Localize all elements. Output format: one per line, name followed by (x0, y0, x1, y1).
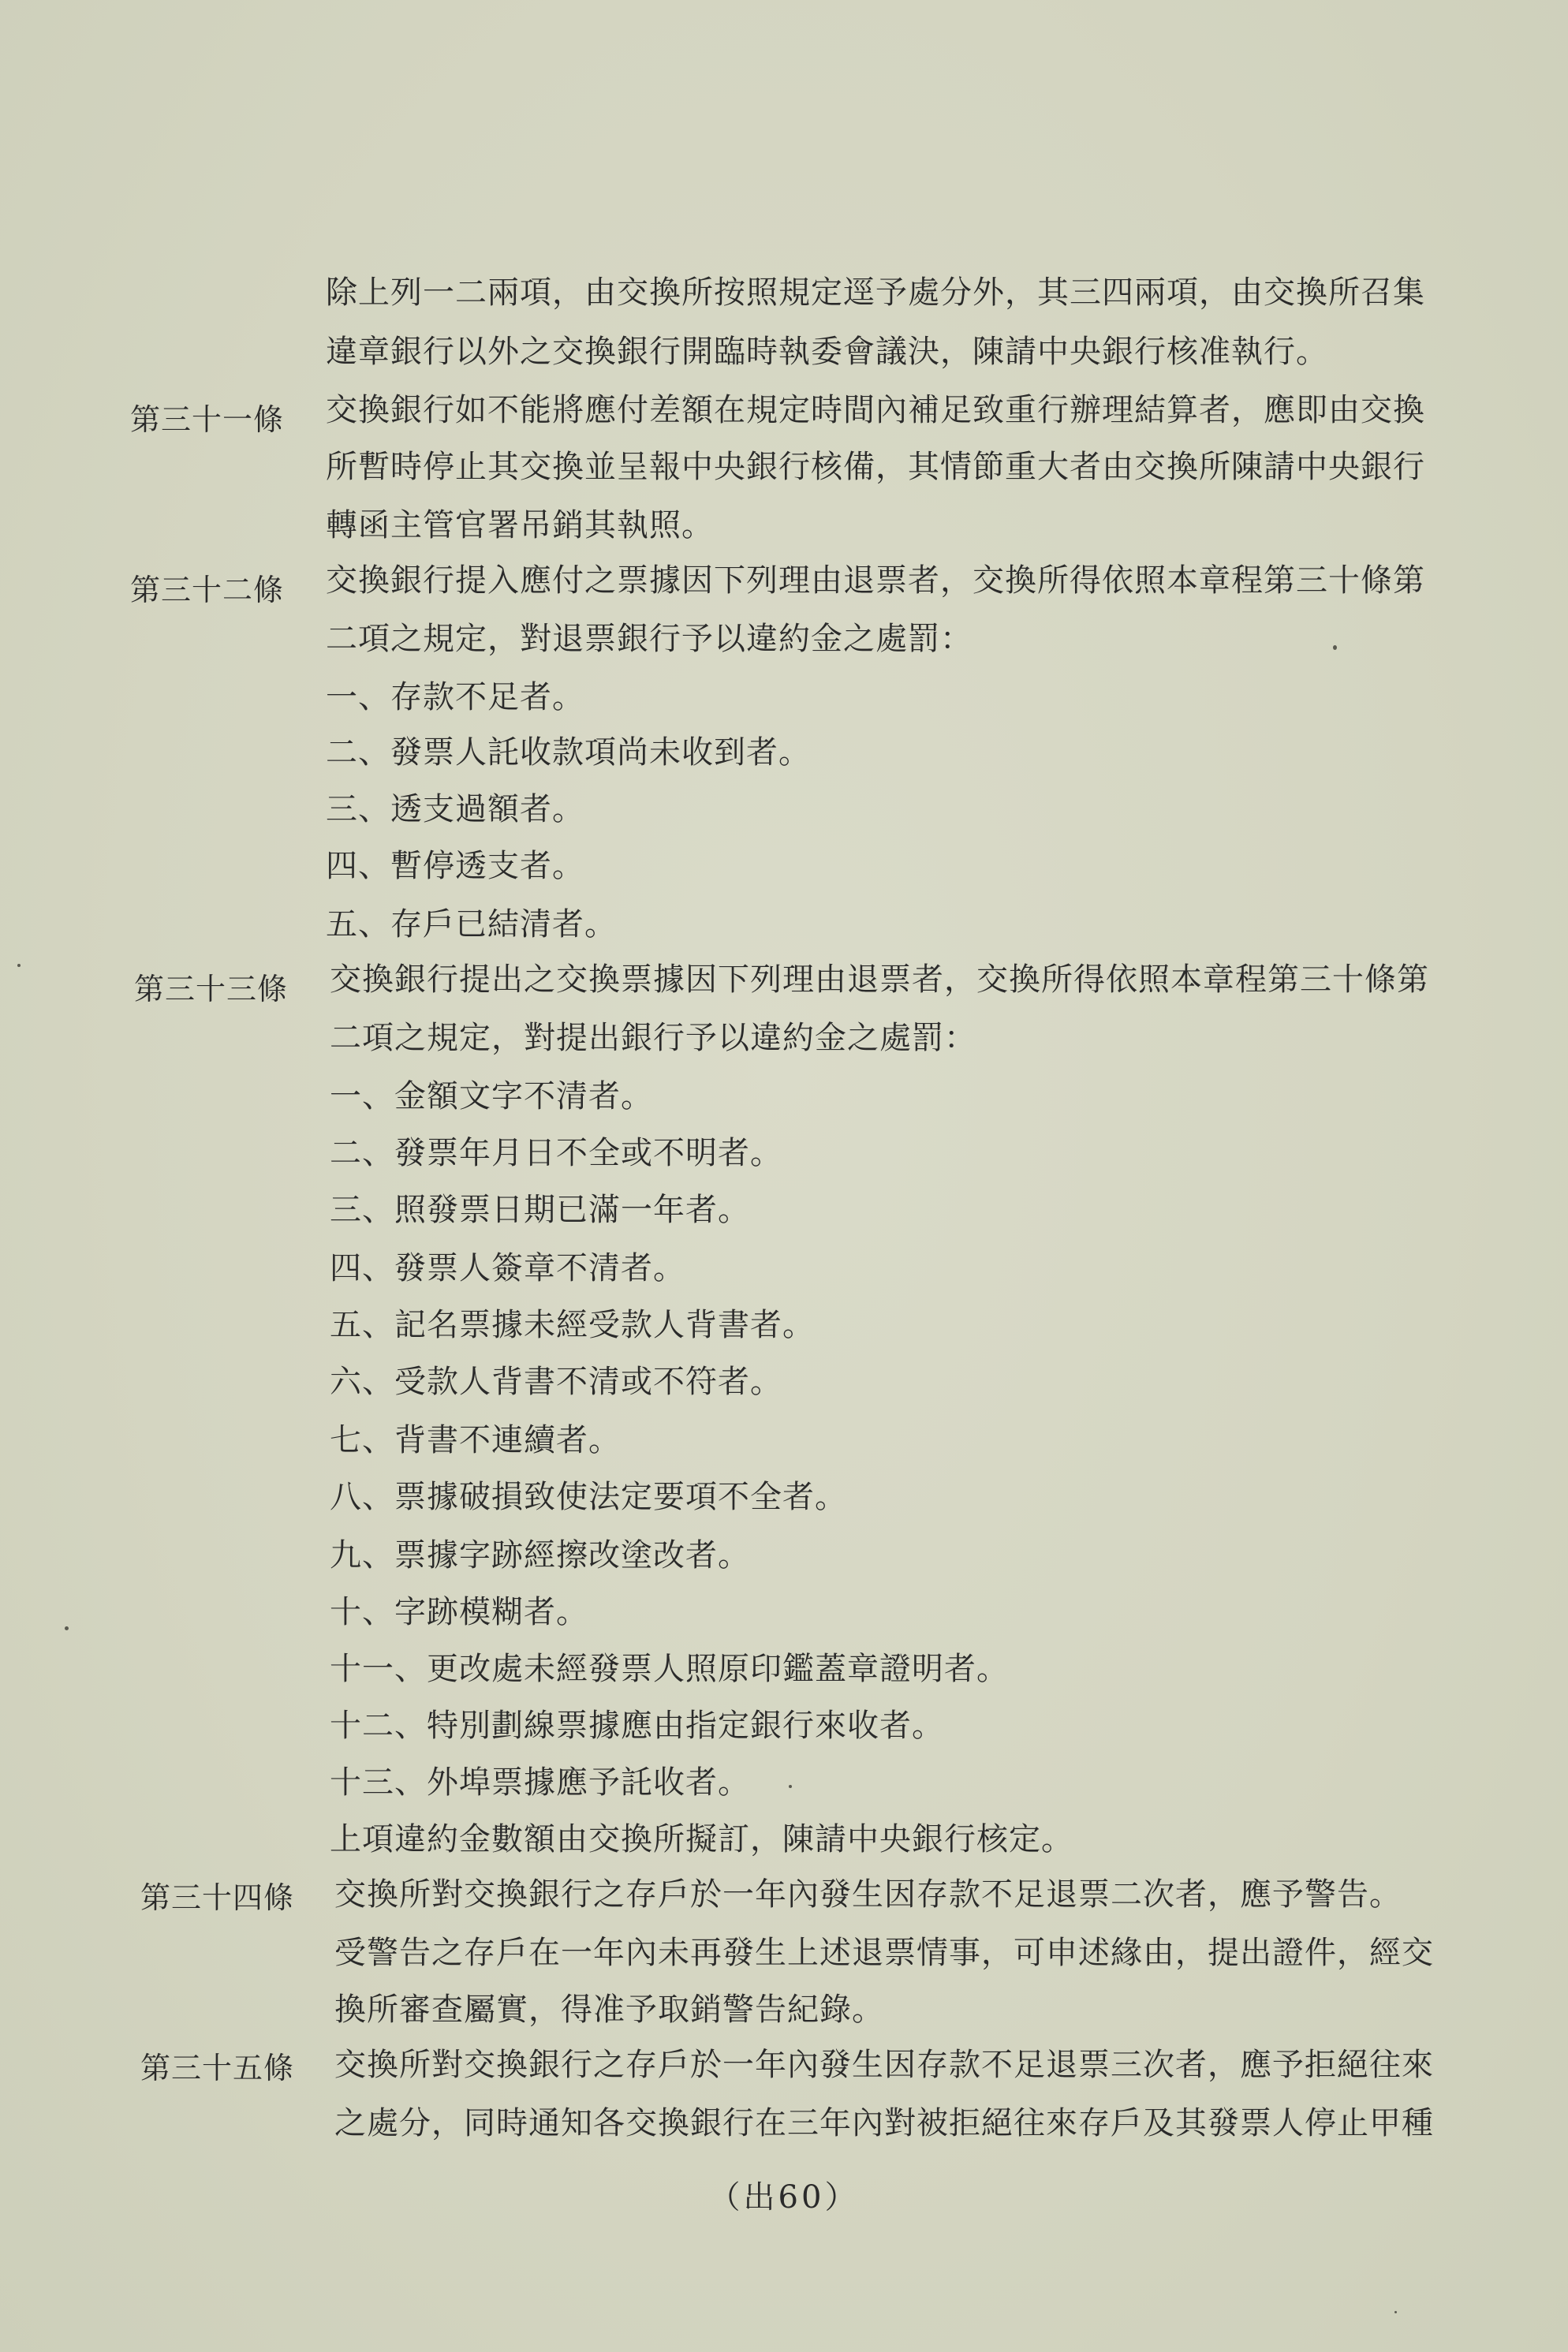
text-line: 交換銀行提出之交換票據因下列理由退票者，交換所得依照本章程第三十條第 (330, 961, 1429, 998)
list-item: 十一、更改處未經發票人照原印鑑蓋章證明者。 (330, 1651, 1009, 1687)
list-item: 五、存戶已結清者。 (326, 906, 617, 943)
list-item: 十、字跡模糊者。 (330, 1594, 588, 1630)
scan-speck (65, 1626, 69, 1630)
article-34-label: 第三十四條 (140, 1880, 295, 1915)
text-line: 換所審查屬實，得准予取銷警告紀錄。 (334, 1992, 884, 2028)
list-item: 二、發票人託收款項尚未收到者。 (326, 734, 811, 771)
text-line: 二項之規定，對退票銀行予以違約金之處罰： (326, 621, 973, 657)
article-33-label: 第三十三條 (134, 972, 289, 1006)
text-line: 交換所對交換銀行之存戶於一年內發生因存款不足退票二次者，應予警告。 (334, 1876, 1402, 1913)
list-item: 九、票據字跡經擦改塗改者。 (330, 1537, 750, 1574)
article-32-label: 第三十二條 (130, 573, 285, 607)
list-item: 一、存款不足者。 (326, 679, 584, 715)
scan-speck (1333, 645, 1337, 650)
page-number: （出60） (708, 2179, 860, 2216)
article-35-label: 第三十五條 (140, 2051, 295, 2085)
list-item: 四、發票人簽章不清者。 (330, 1250, 685, 1286)
list-item: 三、透支過額者。 (326, 791, 584, 827)
text-line: 除上列一二兩項，由交換所按照規定逕予處分外，其三四兩項，由交換所召集 (326, 274, 1425, 311)
list-item: 五、記名票據未經受款人背書者。 (330, 1307, 815, 1343)
list-item: 一、金額文字不清者。 (330, 1078, 653, 1114)
list-item: 三、照發票日期已滿一年者。 (330, 1192, 750, 1228)
text-line: 交換銀行提入應付之票據因下列理由退票者，交換所得依照本章程第三十條第 (326, 562, 1425, 599)
list-item: 四、暫停透支者。 (326, 848, 584, 884)
list-item: 十三、外埠票據應予託收者。 (330, 1764, 750, 1801)
article-31-label: 第三十一條 (130, 402, 285, 437)
scan-speck (1394, 2311, 1397, 2313)
list-item: 十二、特別劃線票據應由指定銀行來收者。 (330, 1708, 944, 1744)
scan-speck (789, 1785, 792, 1788)
text-line: 所暫時停止其交換並呈報中央銀行核備，其情節重大者由交換所陳請中央銀行 (326, 449, 1425, 485)
scan-speck (17, 964, 21, 967)
text-line: 之處分，同時通知各交換銀行在三年內對被拒絕往來存戶及其發票人停止甲種 (334, 2105, 1434, 2141)
text-line: 違章銀行以外之交換銀行開臨時執委會議決，陳請中央銀行核准執行。 (326, 334, 1328, 370)
text-line: 上項違約金數額由交換所擬訂，陳請中央銀行核定。 (330, 1821, 1073, 1857)
list-item: 八、票據破損致使法定要項不全者。 (330, 1479, 847, 1515)
list-item: 七、背書不連續者。 (330, 1422, 621, 1458)
text-line: 交換銀行如不能將應付差額在規定時間內補足致重行辦理結算者，應即由交換 (326, 392, 1425, 428)
text-line: 交換所對交換銀行之存戶於一年內發生因存款不足退票三次者，應予拒絕往來 (334, 2047, 1434, 2083)
text-line: 轉函主管官署吊銷其執照。 (326, 507, 714, 543)
list-item: 二、發票年月日不全或不明者。 (330, 1135, 782, 1171)
list-item: 六、受款人背書不清或不符者。 (330, 1364, 782, 1400)
text-line: 二項之規定，對提出銀行予以違約金之處罰： (330, 1020, 976, 1056)
text-line: 受警告之存戶在一年內未再發生上述退票情事，可申述緣由，提出證件，經交 (334, 1935, 1434, 1971)
